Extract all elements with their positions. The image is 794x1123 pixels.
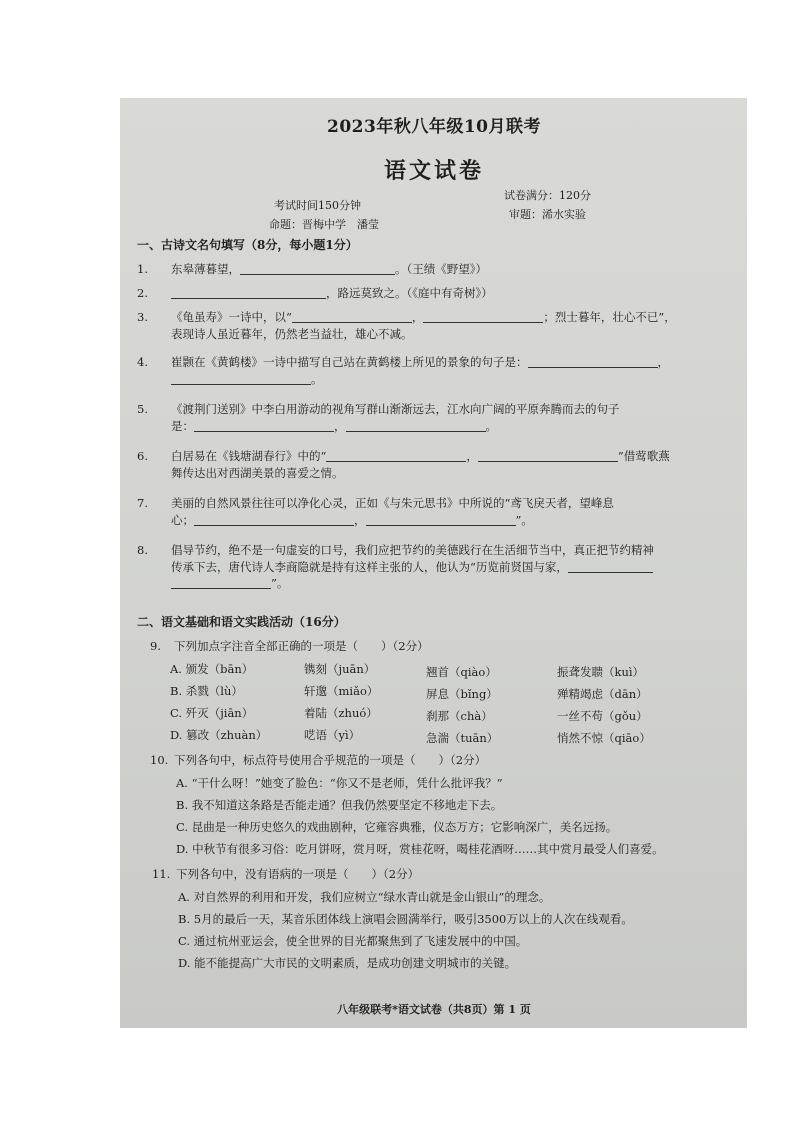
answer-blank[interactable]	[478, 449, 618, 462]
exam-reviewer: 审题：浠水实验	[509, 208, 586, 221]
answer-blank[interactable]	[326, 449, 466, 462]
question-number: 2.	[137, 286, 148, 300]
question-number: 8.	[137, 543, 148, 557]
question-6: 6. 白居易在《钱塘湖春行》中的“ ， ”借莺歌燕 舞传达出对西湖美景的喜爱之情。	[137, 449, 670, 480]
question-4: 4. 崔颢在《黄鹤楼》一诗中描写自己站在黄鹤楼上所见的景象的句子是： ， 。	[137, 355, 669, 386]
q10-option-a[interactable]: A. “干什么呀！”她变了脸色：“你又不是老师，凭什么批评我？”	[176, 776, 503, 790]
full-score: 试卷满分：120分	[504, 189, 591, 202]
exam-time: 考试时间150分钟	[274, 199, 361, 212]
q9-option-c-item-4: 一丝不苟（gǒu）	[557, 709, 648, 723]
question-5: 5. 《渡荆门送别》中李白用游动的视角写群山渐渐远去，江水向广阔的平原奔腾而去的句子 是： ， 。	[137, 402, 620, 433]
question-number: 6.	[137, 449, 148, 463]
q9-option-d-item-4: 悄然不惊（qiāo）	[557, 731, 651, 745]
answer-blank[interactable]	[194, 513, 354, 526]
question-number: 1.	[137, 262, 148, 276]
question-number: 9.	[150, 639, 161, 653]
q10-option-c[interactable]: C. 昆曲是一种历史悠久的戏曲剧种，它雍容典雅，仪态万方；它影响深广，美名远扬。	[176, 820, 618, 834]
q10-option-d[interactable]: D. 中秋节有很多习俗：吃月饼呀，赏月呀，赏桂花呀，喝桂花酒呀……其中赏月最受人们喜爱。	[176, 842, 664, 856]
question-number: 5.	[137, 402, 148, 416]
q9-option-b-item-4: 殚精竭虑（dān）	[557, 687, 648, 701]
question-number: 4.	[137, 355, 148, 369]
q9-option-b-item-1[interactable]: B. 杀戮（lù）	[170, 684, 243, 698]
answer-blank[interactable]	[292, 310, 412, 323]
question-3: 3. 《龟虽寿》一诗中，以“ ， ；烈士暮年，壮心不已”， 表现诗人虽近暮年，仍然老当益壮，雄心不减。	[137, 310, 676, 341]
exam-page	[134, 98, 734, 1028]
question-2: 2. ，路远莫致之。（《庭中有奇树》）	[137, 286, 493, 300]
answer-blank[interactable]	[171, 372, 311, 385]
q9-option-a-item-4: 振聋发聩（kuì）	[557, 665, 645, 679]
q11-option-d[interactable]: D. 能不能提高广大市民的文明素质，是成功创建文明城市的关键。	[178, 956, 517, 970]
q9-option-c-item-1[interactable]: C. 歼灭（jiān）	[170, 706, 254, 720]
question-number: 11.	[152, 867, 171, 881]
exam-photo	[120, 98, 747, 1028]
answer-blank[interactable]	[528, 355, 658, 368]
q9-option-c-item-2: 着陆（zhuó）	[304, 706, 378, 720]
question-10: 10. 下列各句中，标点符号使用合乎规范的一项是（ ）（2分）	[150, 753, 487, 767]
section-heading-2: 二、语文基础和语文实践活动（16分）	[137, 615, 346, 629]
q11-option-c[interactable]: C. 通过杭州亚运会，使全世界的目光都聚焦到了飞速发展中的中国。	[178, 934, 528, 948]
q9-option-a-item-1[interactable]: A. 颁发（bān）	[170, 662, 254, 676]
question-11: 11. 下列各句中，没有语病的一项是（ ）（2分）	[152, 867, 420, 881]
exam-title: 2023年秋八年级10月联考	[327, 117, 541, 137]
answer-blank[interactable]	[171, 576, 271, 589]
q10-option-b[interactable]: B. 我不知道这条路是否能走通？但我仍然要坚定不移地走下去。	[176, 798, 503, 812]
answer-blank[interactable]	[423, 310, 543, 323]
q11-option-a[interactable]: A. 对自然界的利用和开发，我们应树立“绿水青山就是金山银山”的理念。	[178, 890, 551, 904]
section-heading-1: 一、古诗文名句填写（8分，每小题1分）	[137, 238, 358, 252]
question-8: 8. 倡导节约，绝不是一句虚妄的口号，我们应把节约的美德践行在生活细节当中，真正把节约精神 传承下去，唐代诗人李商隐就是持有这样主张的人，他认为“历览前贤国与家， ”。	[137, 543, 654, 591]
question-number: 10.	[150, 753, 169, 767]
answer-blank[interactable]	[240, 262, 395, 275]
answer-blank[interactable]	[346, 419, 486, 432]
answer-blank[interactable]	[568, 560, 653, 573]
q9-option-d-item-3: 急湍（tuān）	[426, 731, 499, 745]
q9-option-b-item-2: 轩邈（miǎo）	[304, 684, 379, 698]
answer-blank[interactable]	[194, 419, 334, 432]
question-7: 7. 美丽的自然风景往往可以净化心灵，正如《与朱元思书》中所说的“鸢飞戾天者，望峰息 心； ， ”。	[137, 496, 614, 527]
question-number: 3.	[137, 310, 148, 324]
q9-option-a-item-2: 镌刻（juān）	[304, 662, 376, 676]
question-9: 9. 下列加点字注音全部正确的一项是（ ）（2分）	[150, 639, 429, 653]
exam-author: 命题：晋梅中学 潘莹	[269, 218, 379, 231]
q9-option-d-item-1[interactable]: D. 篡改（zhuàn）	[170, 728, 268, 742]
question-1: 1. 东皋薄暮望， 。（王绩《野望》）	[137, 262, 487, 276]
page-footer: 八年级联考*语文试卷（共8页）第 1 页	[337, 1003, 531, 1016]
exam-subject: 语文试卷	[383, 158, 484, 184]
answer-blank[interactable]	[366, 513, 516, 526]
question-number: 7.	[137, 496, 148, 510]
q9-option-b-item-3: 屏息（bǐng）	[426, 687, 498, 701]
answer-blank[interactable]	[171, 286, 326, 299]
q9-option-c-item-3: 刹那（chà）	[426, 709, 493, 723]
q9-option-a-item-3: 翘首（qiào）	[426, 665, 497, 679]
q11-option-b[interactable]: B. 5月的最后一天，某音乐团体线上演唱会圆满举行，吸引3500万以上的人次在线观看。	[178, 912, 633, 926]
q9-option-d-item-2: 呓语（yì）	[304, 728, 361, 742]
